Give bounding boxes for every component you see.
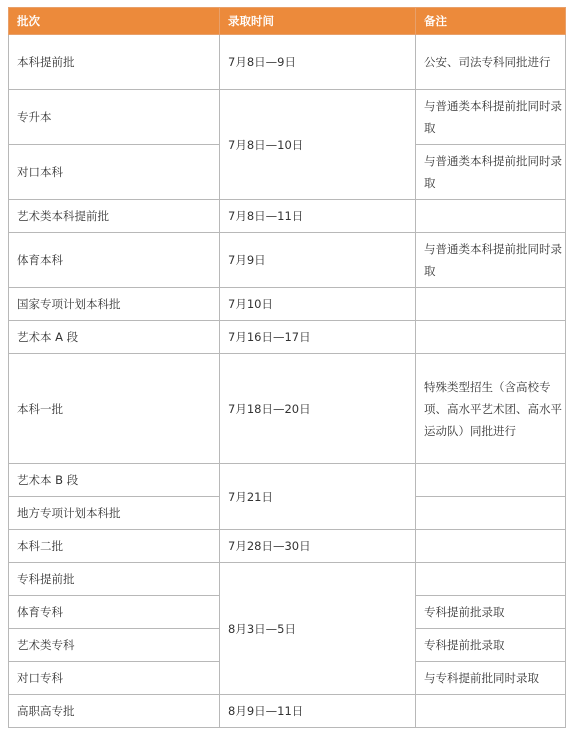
note-cell [416,563,566,596]
note-cell: 与普通类本科提前批同时录取 [416,90,566,145]
time-cell: 7月28日—30日 [220,530,416,563]
table-row [9,35,566,90]
table-row [9,288,566,321]
note-cell [416,464,566,497]
table-row [9,464,566,497]
time-cell: 7月8日—11日 [220,200,416,233]
time-cell: 7月16日—17日 [220,321,416,354]
note-cell: 与普通类本科提前批同时录取 [416,145,566,200]
note-cell [416,200,566,233]
header-time: 录取时间 [220,8,416,35]
table-row [9,200,566,233]
time-cell: 7月18日—20日 [220,354,416,464]
batch-cell: 艺术本 A 段 [9,321,220,354]
note-cell: 公安、司法专科同批进行 [416,35,566,90]
batch-cell: 高职高专批 [9,695,220,728]
batch-cell: 本科一批 [9,354,220,464]
batch-cell: 国家专项计划本科批 [9,288,220,321]
note-cell: 与专科提前批同时录取 [416,662,566,695]
time-cell: 8月9日—11日 [220,695,416,728]
note-cell [416,497,566,530]
note-cell [416,695,566,728]
note-cell: 专科提前批录取 [416,629,566,662]
table-row [9,354,566,464]
batch-cell: 对口本科 [9,145,220,200]
admission-schedule-table [8,7,566,728]
header-batch: 批次 [9,8,220,35]
note-cell: 专科提前批录取 [416,596,566,629]
time-cell: 7月8日—9日 [220,35,416,90]
batch-cell: 地方专项计划本科批 [9,497,220,530]
note-cell: 特殊类型招生（含高校专项、高水平艺术团、高水平运动队）同批进行 [416,354,566,464]
note-cell [416,530,566,563]
batch-cell: 体育专科 [9,596,220,629]
table-row [9,530,566,563]
time-cell: 7月21日 [220,464,416,530]
note-cell [416,321,566,354]
table-header-row [9,8,566,35]
batch-cell: 本科二批 [9,530,220,563]
header-note: 备注 [416,8,566,35]
batch-cell: 体育本科 [9,233,220,288]
time-cell: 7月8日—10日 [220,90,416,200]
table-row [9,233,566,288]
table-row [9,321,566,354]
batch-cell: 艺术本 B 段 [9,464,220,497]
time-cell: 7月10日 [220,288,416,321]
batch-cell: 艺术类本科提前批 [9,200,220,233]
batch-cell: 专科提前批 [9,563,220,596]
batch-cell: 本科提前批 [9,35,220,90]
time-cell: 7月9日 [220,233,416,288]
time-cell: 8月3日—5日 [220,563,416,695]
batch-cell: 专升本 [9,90,220,145]
table-row [9,695,566,728]
note-cell: 与普通类本科提前批同时录取 [416,233,566,288]
note-cell [416,288,566,321]
batch-cell: 艺术类专科 [9,629,220,662]
batch-cell: 对口专科 [9,662,220,695]
table-row [9,563,566,596]
table-row [9,90,566,145]
